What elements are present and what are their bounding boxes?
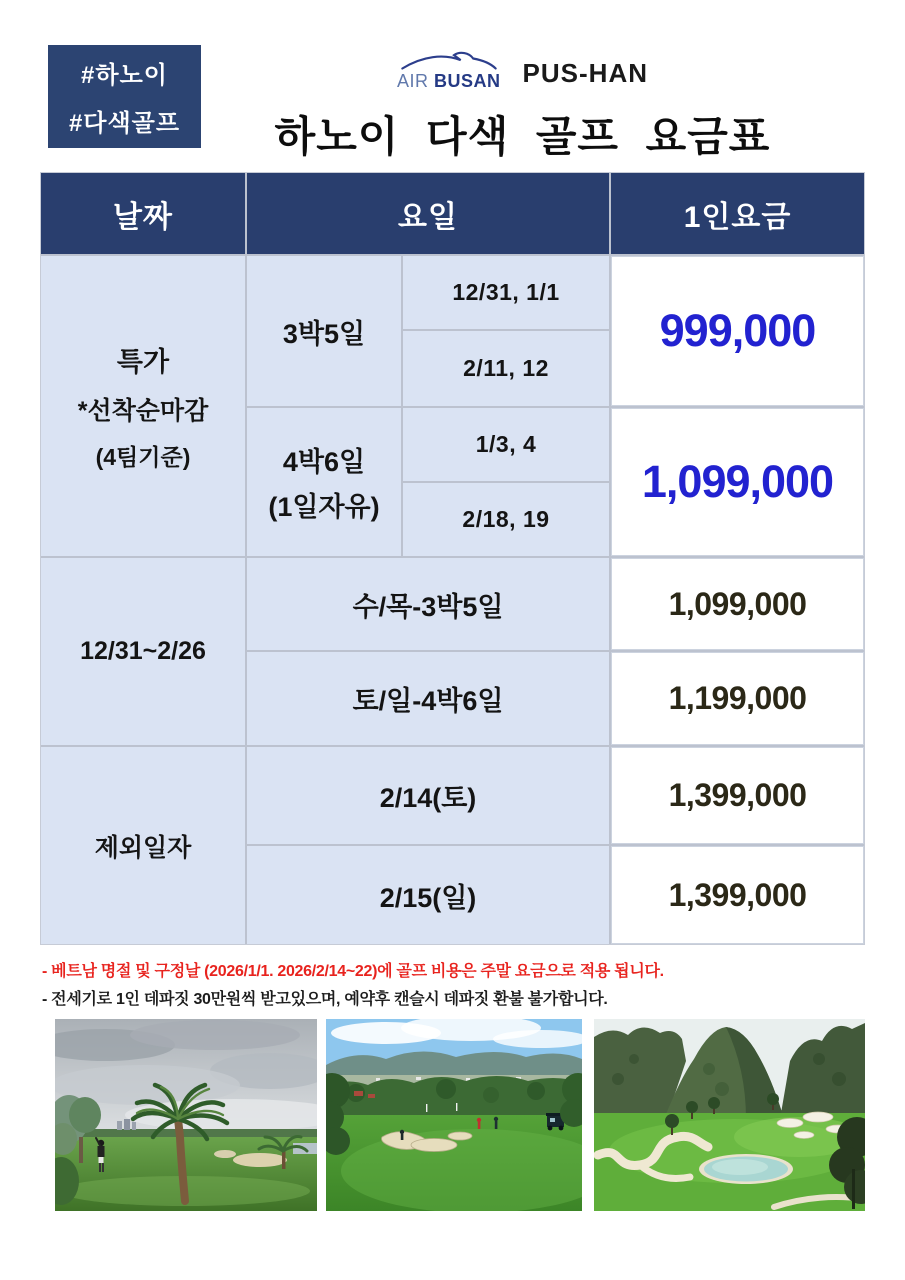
duration-4n6d-line2: (1일자유) [268,492,380,522]
seagull-icon [399,50,499,72]
hashtag-hanoi: #하노이 [81,62,168,89]
day-215-sun: 2/15(일) [247,846,609,944]
day-sat-sun: 토/일-4박6일 [247,652,609,745]
golf-photo-fairway [326,1019,582,1211]
golf-photo-karst [594,1019,865,1211]
price-1399000-b: 1,399,000 [611,846,864,944]
section-label-excluded: 제외일자 [41,747,245,944]
col-header-date: 날짜 [41,173,245,254]
route-code: PUS-HAN [522,58,648,88]
duration-4n6d-line1: 4박6일 [282,447,366,477]
duration-3n5d [247,256,401,406]
note-deposit-policy: - 전세기로 1인 데파짓 30만원씩 받고있으며, 예약후 캔슬시 데파짓 환불 불가합니다. [42,991,608,1008]
date-cell-1231-11: 12/31, 1/1 [403,256,609,329]
note-holiday-surcharge: - 베트남 명절 및 구정날 (2026/1/1. 2026/2/14~22)에 골프 비용은 주말 요금으로 적용 됩니다. [42,963,664,980]
col-header-price: 1인요금 [611,173,864,254]
hashtag-multicolor-golf: #다색골프 [68,110,181,137]
header [175,46,870,164]
date-cell-13-4: 1/3, 4 [403,408,609,481]
price-1099000: 1,099,000 [611,558,864,650]
price-1199000: 1,199,000 [611,652,864,745]
section-label-period: 12/31~2/26 [41,558,245,745]
footnotes [42,958,872,1014]
price-table [40,172,865,945]
golf-photo-palms [55,1019,317,1211]
special-label-line3: (4팀기준) [95,444,191,470]
page-title: 하노이 다색 골프 요금표 [274,113,771,160]
air-busan-logo [397,50,501,90]
busan-text: BUSAN [434,71,501,91]
section-label-special [41,256,245,556]
day-wed-thu: 수/목-3박5일 [247,558,609,650]
day-214-sat: 2/14(토) [247,747,609,844]
photo-strip [55,1019,865,1211]
price-1399000-a: 1,399,000 [611,747,864,844]
air-text: AIR [397,71,429,91]
duration-3n5d-line1: 3박5일 [282,318,366,349]
price-999000: 999,000 [611,256,864,406]
logo-row [175,46,870,90]
duration-4n6d [247,408,401,556]
special-label-line2: *선착순마감 [77,397,209,425]
price-1099000-special: 1,099,000 [611,408,864,556]
date-cell-211-12: 2/11, 12 [403,331,609,406]
air-busan-wordmark [397,72,501,90]
special-label-line1: 특가 [116,347,170,377]
col-header-weekday: 요일 [247,173,609,254]
date-cell-218-19: 2/18, 19 [403,483,609,556]
